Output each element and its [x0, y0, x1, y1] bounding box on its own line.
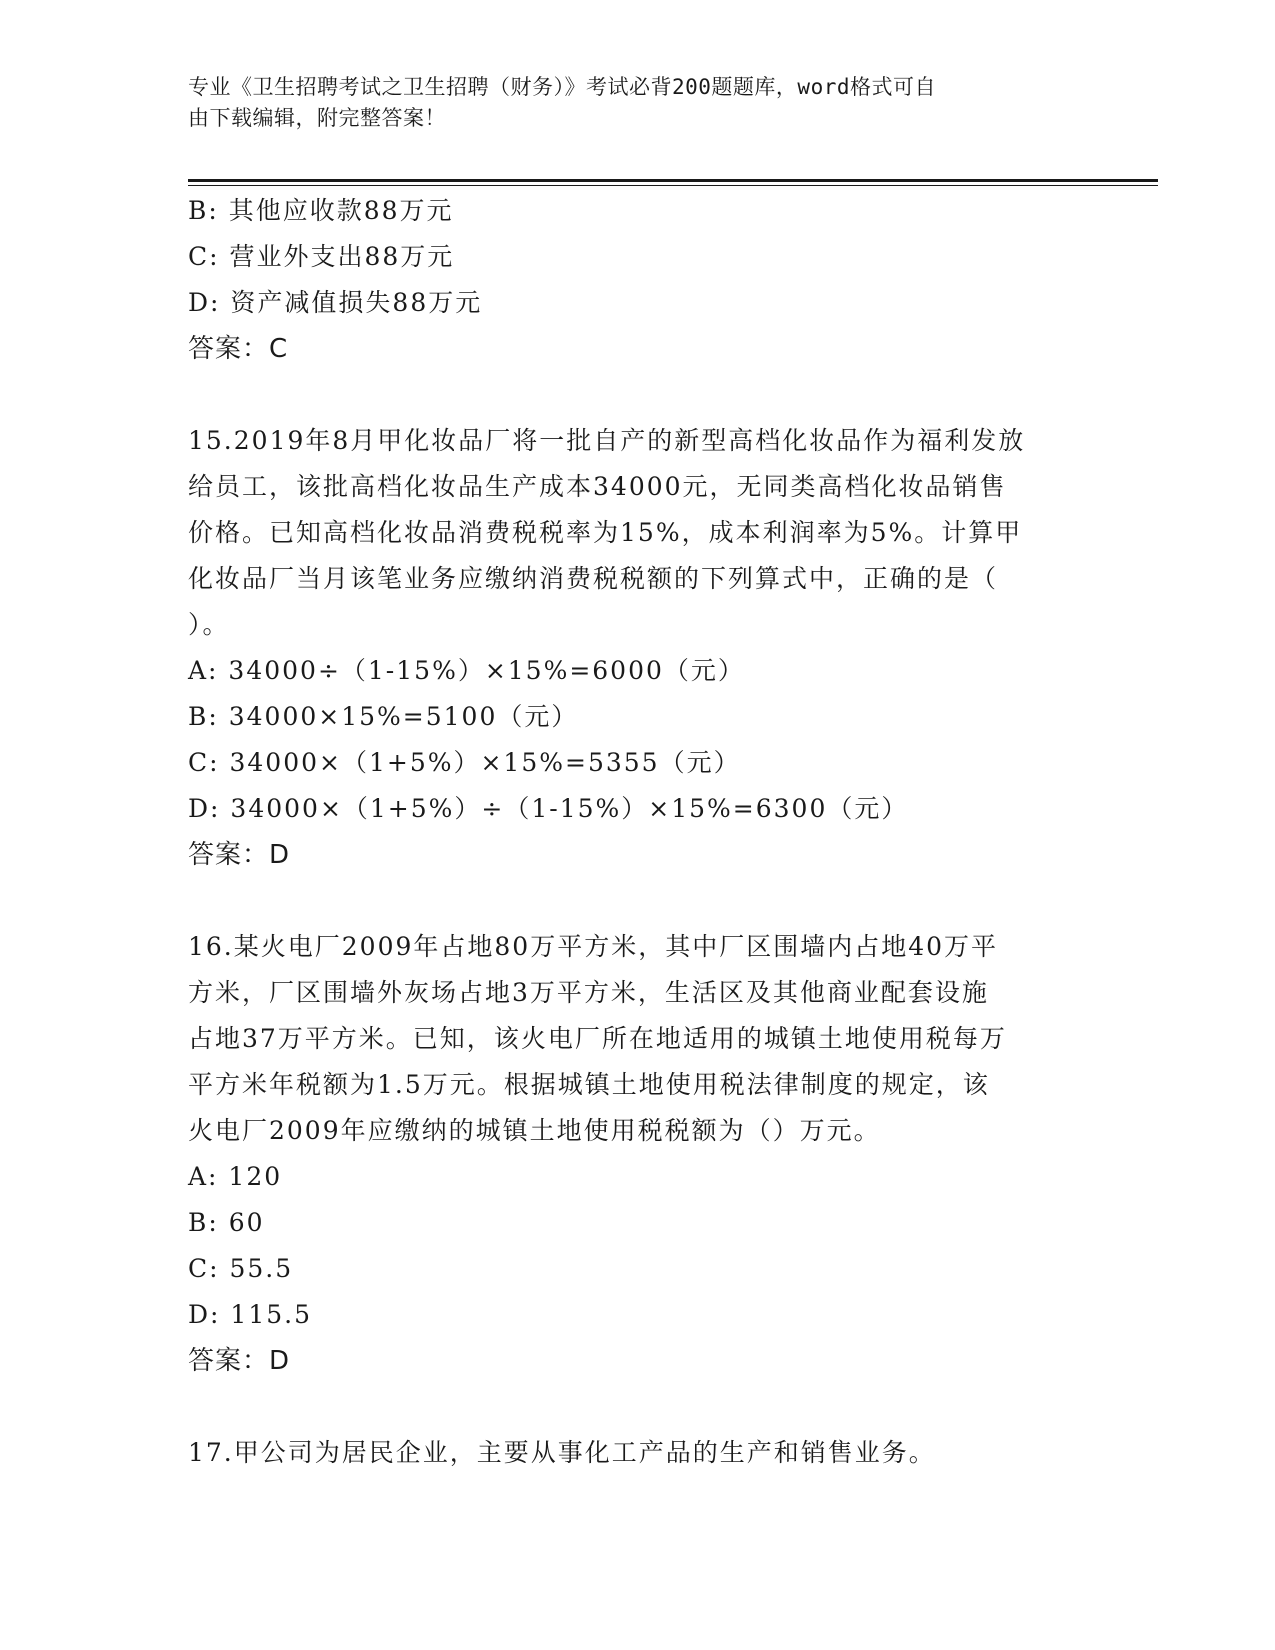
question-stem-line: 16.某火电厂2009年占地80万平方米，其中厂区围墙内占地40万平 — [188, 932, 999, 961]
question-stem-line: 化妆品厂当月该笔业务应缴纳消费税税额的下列算式中，正确的是（ — [188, 564, 999, 593]
document-header — [188, 72, 1088, 134]
spacer — [188, 1384, 1088, 1430]
question-stem-line: 占地37万平方米。已知，该火电厂所在地适用的城镇土地使用税每万 — [188, 1024, 1007, 1053]
question-stem-line: 17.甲公司为居民企业，主要从事化工产品的生产和销售业务。 — [188, 1438, 936, 1467]
option-c: C: 55.5 — [188, 1254, 294, 1283]
option-c: C: 营业外支出88万元 — [188, 242, 455, 271]
spacer — [188, 878, 1088, 924]
option-b: B: 其他应收款88万元 — [188, 196, 454, 225]
question-content — [188, 188, 1088, 1476]
header-divider-thin — [188, 185, 1158, 186]
question-15 — [188, 418, 1088, 878]
option-d: D: 资产减值损失88万元 — [188, 288, 483, 317]
option-d: D: 115.5 — [188, 1300, 312, 1329]
question-17 — [188, 1430, 1088, 1476]
question-stem-line: 给员工，该批高档化妆品生产成本34000元，无同类高档化妆品销售 — [188, 472, 1007, 501]
answer-line: 答案：D — [188, 840, 291, 870]
question-16 — [188, 924, 1088, 1384]
option-c: C: 34000×（1+5%）×15%=5355（元） — [188, 748, 741, 777]
header-divider-thick — [188, 179, 1158, 182]
answer-line: 答案：D — [188, 1346, 291, 1376]
option-b: B: 60 — [188, 1208, 265, 1237]
question-stem-line: 价格。已知高档化妆品消费税税率为15%，成本利润率为5%。计算甲 — [188, 518, 1023, 547]
option-a: A: 34000÷（1-15%）×15%=6000（元） — [188, 656, 745, 685]
question-stem-line: 方米，厂区围墙外灰场占地3万平方米，生活区及其他商业配套设施 — [188, 978, 989, 1007]
option-a: A: 120 — [188, 1162, 283, 1191]
question-14 — [188, 188, 1088, 372]
question-stem-line: 15.2019年8月甲化妆品厂将一批自产的新型高档化妆品作为福利发放 — [188, 426, 1026, 455]
question-stem-line: ）。 — [188, 610, 230, 639]
header-line-1: 专业《卫生招聘考试之卫生招聘（财务）》考试必背200题题库，word格式可自 — [188, 75, 936, 99]
option-d: D: 34000×（1+5%）÷（1-15%）×15%=6300（元） — [188, 794, 909, 823]
spacer — [188, 372, 1088, 418]
question-stem-line: 火电厂2009年应缴纳的城镇土地使用税税额为（）万元。 — [188, 1116, 881, 1145]
question-stem-line: 平方米年税额为1.5万元。根据城镇土地使用税法律制度的规定，该 — [188, 1070, 990, 1099]
header-line-2: 由下载编辑，附完整答案！ — [188, 106, 446, 130]
answer-line: 答案：C — [188, 334, 289, 364]
option-b: B: 34000×15%=5100（元） — [188, 702, 579, 731]
